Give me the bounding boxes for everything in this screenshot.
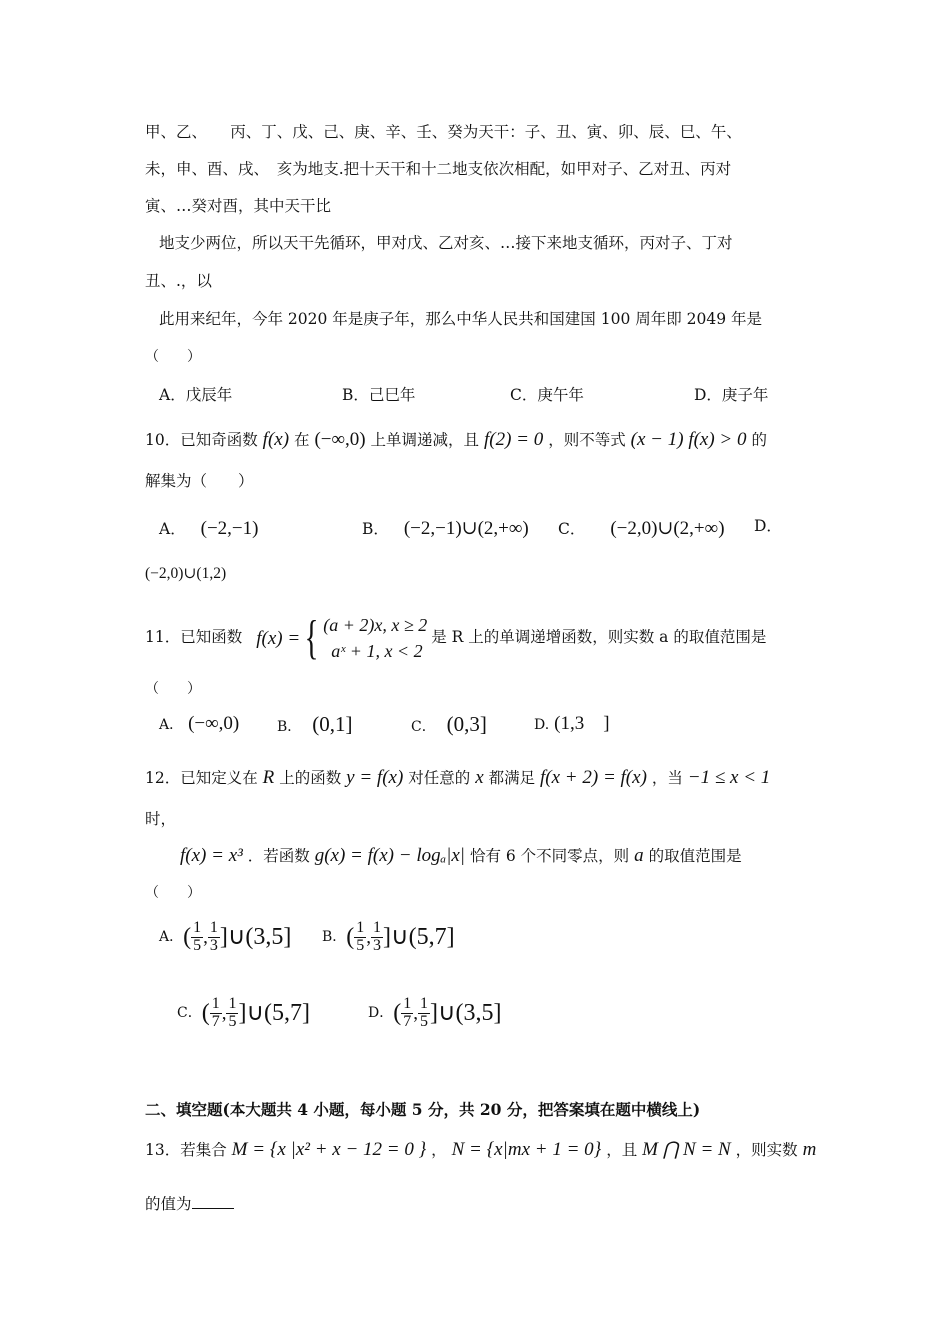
q12-t4: ，当 (651, 769, 683, 787)
q12-period: f(x + 2) = f(x) (540, 767, 647, 788)
q10-prefix: 10．已知奇函数 (145, 431, 258, 449)
q12-t3: 都满足 (488, 769, 536, 787)
q12-option-b-label: B． (322, 929, 347, 946)
q10-t2: 上单调递减，且 (370, 431, 480, 449)
q11-option-a-label: A． (159, 717, 184, 733)
q12-option-a-label: A． (159, 929, 184, 946)
q13-t2: ，且 (606, 1141, 638, 1159)
q11-prefix: 11．已知函数 (145, 628, 243, 647)
q11-option-d-label: D. (534, 717, 550, 733)
q12-line-3 (180, 846, 742, 865)
q12-option-b-frac-2: $\frac{1}{3}$ (373, 919, 382, 954)
q12-option-a-comma: , (203, 926, 208, 948)
q9-line-6: 此用来纪年，今年 2020 年是庚子年，那么中华人民共和国建国 100 周年即 2049 年是 (159, 310, 763, 328)
q12-option-d-frac-1: $\frac{1}{7}$ (403, 995, 412, 1030)
q13-t1: ， (431, 1141, 447, 1159)
q12-stem (145, 768, 770, 787)
q9-line-1: 甲、乙、 丙、丁、戊、己、庚、辛、壬、癸为天干：子、丑、寅、卯、辰、巳、午、 (145, 123, 742, 141)
q9-paren: （ ） (145, 349, 201, 365)
q12-t1: 上的函数 (279, 769, 342, 787)
q10-option-a-label: A． (159, 520, 186, 538)
q9-line-5: 丑、.，以 (145, 272, 212, 290)
q9-option-b: B．己巳年 (342, 386, 416, 404)
q12-prefix: 12．已知定义在 (145, 769, 258, 787)
q12-option-a-frac-2: $\frac{1}{3}$ (209, 919, 218, 954)
q12-option-c-comma: , (221, 1002, 227, 1024)
q11-option-b-value: (0,1] (312, 712, 353, 736)
q10-interval: (−∞,0) (314, 429, 366, 450)
q12-option-b-open: ( (346, 924, 355, 951)
q10-option-d-value: (−2,0)∪(1,2) (145, 565, 227, 582)
q13-cond: M ⋂ N = N (642, 1139, 731, 1160)
q12-option-b-frac-1: $\frac{1}{5}$ (356, 919, 365, 954)
q10-f: f(x) (262, 429, 290, 450)
q10-option-a (159, 519, 258, 538)
q12-option-d (368, 996, 502, 1031)
q13-N: N = {x|mx + 1 = 0} (451, 1139, 602, 1160)
q11-cases (323, 612, 427, 664)
q11-option-c-value: (0,3] (446, 712, 487, 736)
q12-a: a (634, 845, 644, 866)
q12-option-c-tail: ]∪(5,7] (238, 1000, 311, 1027)
q10-cond: f(2) = 0 (484, 429, 544, 450)
q11-brace: { (304, 611, 319, 665)
q11-stem (145, 612, 766, 664)
q12-t7: 的取值范围是 (648, 847, 742, 865)
q12-x: x (475, 767, 484, 788)
q10-option-b-label: B． (362, 520, 389, 538)
q10-option-b-value: (−2,−1)∪(2,+∞) (403, 518, 529, 539)
q12-option-c-open: ( (201, 1000, 210, 1027)
q13-prefix: 13．若集合 (145, 1141, 227, 1159)
q10-t4: 的 (751, 431, 767, 449)
q10-option-c (558, 519, 725, 538)
q9-line-4: 地支少两位，所以天干先循环，甲对戊、乙对亥、…接下来地支循环，丙对子、丁对 (159, 234, 733, 252)
q12-option-c-label: C． (177, 1005, 202, 1022)
q11-option-d (534, 714, 610, 733)
q12-option-d-open: ( (393, 1000, 402, 1027)
q12-R: R (262, 767, 275, 788)
q9-option-c: C．庚午年 (510, 386, 584, 404)
q11-option-a (159, 714, 239, 733)
q9-option-a: A．戊辰年 (159, 386, 233, 404)
q13-M: M = {x |x² + x − 12 = 0 } (231, 1139, 427, 1160)
q12-option-b (322, 920, 455, 955)
q10-option-a-value: (−2,−1) (200, 518, 259, 539)
q11-case-1: (a + 2)x, x ≥ 2 (323, 615, 428, 635)
q13-line-2-text: 的值为 (145, 1195, 192, 1213)
q10-option-d-label: D． (754, 517, 782, 535)
q12-option-c-frac-1: $\frac{1}{7}$ (211, 995, 220, 1030)
q12-option-d-tail: ]∪(3,5] (429, 1000, 502, 1027)
q11-option-c-label: C． (411, 719, 436, 735)
q12-t5: ．若函数 (247, 847, 310, 865)
q9-line-3: 寅、…癸对酉，其中天干比 (145, 197, 332, 215)
q11-paren: （ ） (145, 681, 201, 697)
q12-range: −1 ≤ x < 1 (687, 767, 771, 788)
q12-option-a (159, 920, 291, 955)
q13-m: m (802, 1139, 817, 1160)
q12-option-a-tail: ]∪(3,5] (219, 924, 292, 951)
q11-case-2: aˣ + 1, x < 2 (331, 641, 423, 662)
q12-t6: 恰有 6 个不同零点，则 (469, 847, 630, 865)
q12-option-b-tail: ]∪(5,7] (383, 924, 455, 951)
q11-suffix: 是 R 上的单调递增函数，则实数 a 的取值范围是 (431, 628, 767, 647)
q12-option-d-comma: , (413, 1002, 418, 1024)
q13-answer-blank[interactable] (192, 1196, 234, 1209)
q12-line-2: 时， (145, 810, 177, 828)
q12-option-c (177, 996, 310, 1031)
q12-t2: 对任意的 (408, 769, 471, 787)
q13-t3: ，则实数 (735, 1141, 798, 1159)
q11-option-b-label: B． (277, 719, 302, 735)
q13-stem (145, 1140, 816, 1159)
q12-paren: （ ） (145, 885, 201, 901)
q11-option-d-value: (1,3 ] (554, 713, 610, 734)
q10-option-b (362, 519, 529, 538)
q10-ineq: (x − 1) f(x) > 0 (630, 429, 747, 450)
q12-option-c-frac-2: $\frac{1}{5}$ (228, 995, 237, 1030)
q10-option-c-value: (−2,0)∪(2,+∞) (610, 518, 725, 539)
q12-def: f(x) = x³ (180, 845, 243, 866)
q11-fx: f(x) = (256, 627, 301, 649)
q11-option-a-value: (−∞,0) (188, 713, 240, 734)
q12-func: y = f(x) (346, 767, 404, 788)
q12-option-a-frac-1: $\frac{1}{5}$ (193, 919, 202, 954)
q13-line-2 (145, 1196, 234, 1213)
q12-option-d-frac-2: $\frac{1}{5}$ (419, 995, 428, 1030)
q9-option-d: D．庚子年 (694, 386, 769, 404)
q11-option-c (411, 714, 487, 735)
q12-g: g(x) = f(x) − logₐ|x| (314, 845, 466, 866)
q10-line-2: 解集为（ ） (145, 472, 254, 490)
q10-stem (145, 430, 767, 449)
q12-option-d-label: D． (368, 1005, 394, 1022)
q10-t1: 在 (293, 431, 310, 449)
q11-option-b (277, 714, 352, 735)
q9-line-2: 未，申、酉、戌、 亥为地支.把十天干和十二地支依次相配，如甲对子、乙对丑、丙对 (145, 160, 732, 178)
q10-option-c-label: C． (558, 520, 586, 538)
q10-t3: ，则不等式 (548, 431, 626, 449)
section-2-heading: 二、填空题(本大题共 4 小题，每小题 5 分，共 20 分，把答案填在题中横线上) (145, 1100, 701, 1119)
q12-option-b-comma: , (366, 926, 372, 948)
q12-option-a-open: ( (183, 924, 192, 951)
